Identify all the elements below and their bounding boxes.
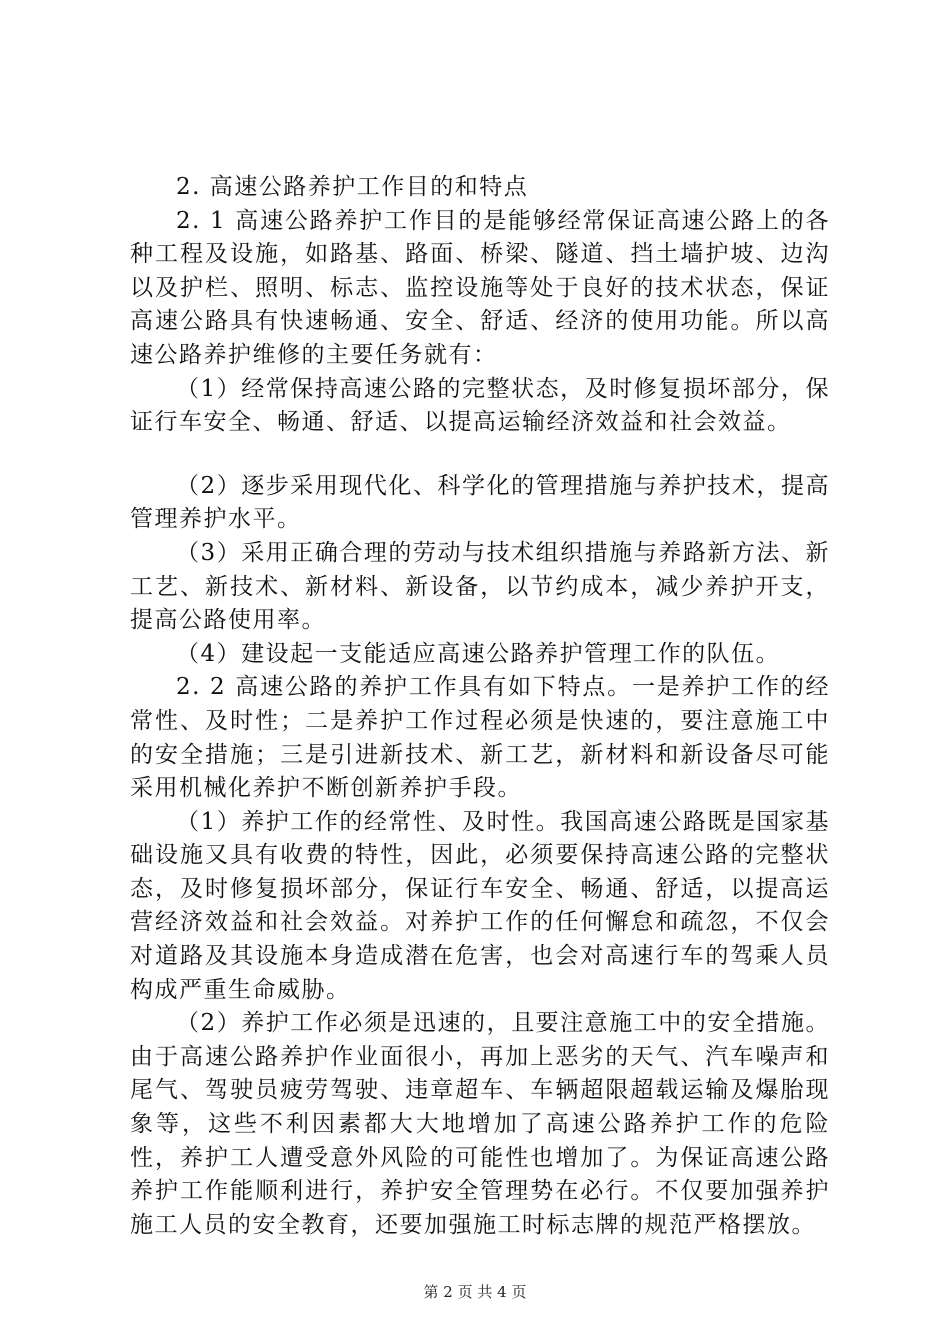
paragraph-2-2: 2. 2 高速公路的养护工作具有如下特点。一是养护工作的经常性、及时性；二是养护工作过程必须是快速的，要注意施工中的安全措施；三是引进新技术、新工艺，新材料和新设备尽可能采用机械化养护不断创新养护手段。 [130, 674, 830, 802]
feature-item-1: （1）养护工作的经常性、及时性。我国高速公路既是国家基础设施又具有收费的特性，因此，必须要保持高速公路的完整状态，及时修复损坏部分，保证行车安全、畅通、舒适，以提高运营经济效益和社会效益。对养护工作的任何懈怠和疏忽，不仅会对道路及其设施本身造成潜在危害，也会对高速行车的驾乘人员构成严重生命威胁。 [130, 808, 830, 1003]
task-item-3: （3）采用正确合理的劳动与技术组织措施与养路新方法、新工艺、新技术、新材料、新设备，以节约成本，减少养护开支，提高公路使用率。 [130, 539, 830, 634]
paragraph-2-1: 2. 1 高速公路养护工作目的是能够经常保证高速公路上的各种工程及设施，如路基、路面、桥梁、隧道、挡土墙护坡、边沟以及护栏、照明、标志、监控设施等处于良好的技术状态，保证高速公路具有快速畅通、安全、舒适、经济的使用功能。所以高速公路养护维修的主要任务就有： [130, 207, 830, 368]
page-number-footer: 第 2 页 共 4 页 [423, 1283, 527, 1301]
task-item-4: （4）建设起一支能适应高速公路养护管理工作的队伍。 [176, 640, 781, 667]
document-body [130, 171, 830, 1242]
task-item-2: （2）逐步采用现代化、科学化的管理措施与养护技术，提高管理养护水平。 [130, 472, 830, 533]
task-item-1: （1）经常保持高速公路的完整状态，及时修复损坏部分，保证行车安全、畅通、舒适、以提高运输经济效益和社会效益。 [130, 375, 830, 436]
feature-item-2: （2）养护工作必须是迅速的，且要注意施工中的安全措施。由于高速公路养护作业面很小，再加上恶劣的天气、汽车噪声和尾气、驾驶员疲劳驾驶、违章超车、车辆超限超载运输及爆胎现象等，这些不利因素都大大地增加了高速公路养护工作的危险性，养护工人遭受意外风险的可能性也增加了。为保证高速公路养护工作能顺利进行，养护安全管理势在必行。不仅要加强养护施工人员的安全教育，还要加强施工时标志牌的规范严格摆放。 [130, 1010, 830, 1238]
section-heading: 2. 高速公路养护工作目的和特点 [176, 174, 529, 200]
